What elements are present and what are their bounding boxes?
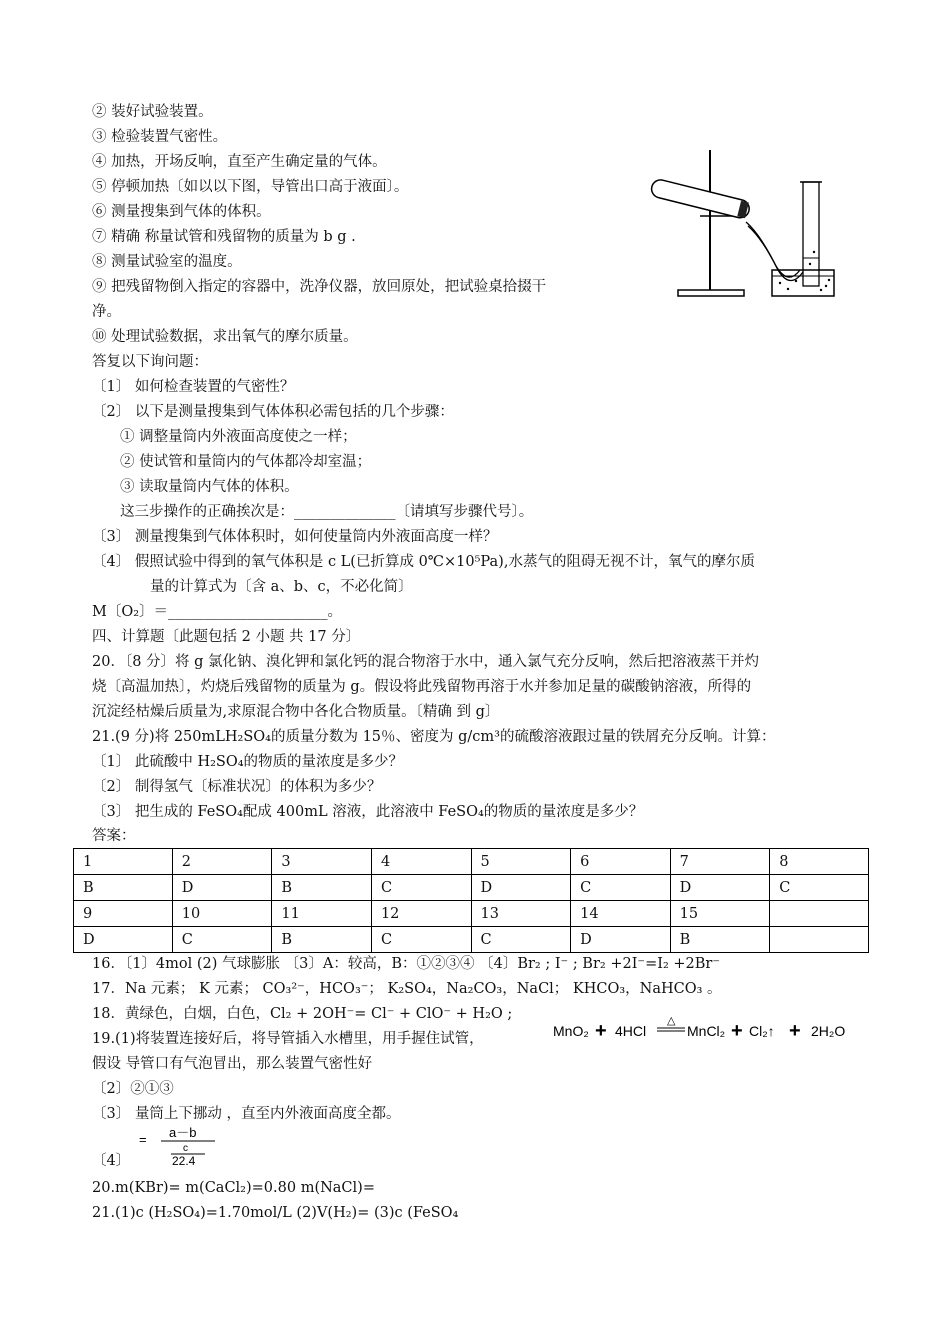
problem-21-q2: 〔2〕 制得氢气〔标准状况〕的体积为多少？ xyxy=(92,779,382,795)
answer-17: 17．Na 元素； K 元素； CO₃²⁻，HCO₃⁻； K₂SO₄，Na₂CO₃，NaCl； KHCO₃，NaHCO₃ 。 xyxy=(92,981,722,997)
fraction-formula xyxy=(139,1124,229,1168)
answer-table-cell: C xyxy=(770,875,869,901)
answer-table-cell: 6 xyxy=(571,849,671,875)
answer-table-cell: 5 xyxy=(471,849,571,875)
answer-table-cell: C xyxy=(371,927,471,953)
answer-table-cell: 13 xyxy=(471,901,571,927)
answer-table-cell: 8 xyxy=(770,849,869,875)
answer-table-row xyxy=(74,875,869,901)
step-8: ⑧ 测量试验室的温度。 xyxy=(92,254,242,270)
question-2-item-3: ③ 读取量筒内气体的体积。 xyxy=(120,479,299,495)
answer-table-cell: 9 xyxy=(74,901,173,927)
question-3: 〔3〕 测量搜集到气体体积时，如何使量筒内外液面高度一样？ xyxy=(92,529,498,545)
answer-table-cell: 10 xyxy=(172,901,272,927)
answer-19-line2: 假设 导管口有气泡冒出，那么装置气密性好 xyxy=(92,1056,373,1072)
problem-20-line2: 烧〔高温加热〕，灼烧后残留物的质量为 g。假设将此残留物再溶于水并参加足量的碳酸钠溶液，所得的 xyxy=(92,679,752,695)
answer-21: 21.(1)c (H₂SO₄)=1.70mol/L (2)V(H₂)= (3)c (FeSO₄ xyxy=(92,1205,459,1221)
answer-table-cell: D xyxy=(471,875,571,901)
answer-table-cell: 14 xyxy=(571,901,671,927)
answer-table-cell: 4 xyxy=(371,849,471,875)
reaction-rhs1: MnCl₂ xyxy=(687,1023,726,1039)
answer-table-cell: 2 xyxy=(172,849,272,875)
answer-table xyxy=(73,848,869,953)
step-2: ② 装好试验装置。 xyxy=(92,104,213,120)
question-1: 〔1〕 如何检查装置的气密性？ xyxy=(92,379,295,395)
answer-table-row xyxy=(74,849,869,875)
svg-text:+: + xyxy=(595,1020,607,1042)
answer-19-line1: 19.(1)将装置连接好后，将导管插入水槽里，用手握住试管， xyxy=(92,1031,484,1047)
fraction-eq: = xyxy=(139,1132,147,1147)
question-2: 〔2〕 以下是测量搜集到气体体积必需包括的几个步骤： xyxy=(92,404,454,420)
reaction-rhs2: Cl₂↑ xyxy=(749,1023,775,1039)
answer-table-cell: C xyxy=(172,927,272,953)
answer-table-cell: 3 xyxy=(272,849,372,875)
molar-mass-blank: M〔O₂〕＝______________________。 xyxy=(92,604,343,620)
problem-21-line1: 21.(9 分)将 250mLH₂SO₄的质量分数为 15％、密度为 g/cm³的硫酸溶液跟过量的铁屑充分反响。计算： xyxy=(92,729,776,745)
step-6: ⑥ 测量搜集到气体的体积。 xyxy=(92,204,271,220)
answer-table-cell: C xyxy=(571,875,671,901)
step-3: ③ 检验装置气密性。 xyxy=(92,129,228,145)
answer-16: 16．〔1〕4mol (2) 气球膨胀 〔3〕A：较高，B：①②③④ 〔4〕Br₂ ; I⁻ ; Br₂ +2I⁻=I₂ +2Br⁻ xyxy=(92,956,720,972)
answer-table-cell: 1 xyxy=(74,849,173,875)
step-4: ④ 加热，开场反响，直至产生确定量的气体。 xyxy=(92,154,387,170)
answer-table-cell: 15 xyxy=(670,901,770,927)
fraction-numerator: a－b xyxy=(169,1125,197,1140)
answer-table-cell: B xyxy=(74,875,173,901)
step-9-cont: 净。 xyxy=(92,304,121,320)
step-5: ⑤ 停顿加热〔如以以下图，导管出口高于液面〕。 xyxy=(92,179,409,195)
section-4-title: 四、计算题〔此题包括 2 小题 共 17 分〕 xyxy=(92,629,361,645)
question-2-item-1: ① 调整量筒内外液面高度使之一样； xyxy=(120,429,357,445)
answer-table-cell: B xyxy=(272,875,372,901)
answer-table-cell: 12 xyxy=(371,901,471,927)
answer-19-2: 〔2〕②①③ xyxy=(92,1081,174,1097)
answer-table-cell: D xyxy=(571,927,671,953)
question-4-line1: 〔4〕 假照试验中得到的氧气体积是 c L(已折算成 0℃×10⁵Pa),水蒸气的阻碍无视不计，氧气的摩尔质 xyxy=(92,554,755,570)
answer-table-cell: D xyxy=(74,927,173,953)
question-2-order: 这三步操作的正确挨次是：______________〔请填写步骤代号〕。 xyxy=(120,504,534,520)
answer-table-row xyxy=(74,927,869,953)
reaction-condition: △ xyxy=(667,1015,676,1027)
problem-20-line1: 20．〔8 分〕将 g 氯化钠、溴化钾和氯化钙的混合物溶于水中，通入氯气充分反响，然后把溶液蒸干并灼 xyxy=(92,654,760,670)
answers-label: 答案： xyxy=(92,828,136,844)
reaction-lhs1: MnO₂ xyxy=(553,1023,589,1039)
answer-19-4: 〔4〕 xyxy=(92,1153,131,1169)
fraction-den-bottom: 22.4 xyxy=(172,1154,196,1168)
answer-table-cell: C xyxy=(371,875,471,901)
answer-table-cell xyxy=(770,901,869,927)
answer-prompt: 答复以下询问题： xyxy=(92,354,208,370)
answer-table-cell: 11 xyxy=(272,901,372,927)
answer-table-cell: D xyxy=(670,875,770,901)
svg-text:+: + xyxy=(789,1020,801,1042)
answer-table-row xyxy=(74,901,869,927)
answer-table-cell: B xyxy=(272,927,372,953)
reaction-lhs2: 4HCl xyxy=(615,1023,647,1039)
problem-21-q1: 〔1〕 此硫酸中 H₂SO₄的物质的量浓度是多少？ xyxy=(92,754,404,770)
fraction-den-top: c xyxy=(183,1143,188,1154)
answer-table-cell: C xyxy=(471,927,571,953)
reaction-equation xyxy=(553,1012,873,1046)
answer-18: 18．黄绿色，白烟，白色，Cl₂ + 2OH⁻= Cl⁻ + ClO⁻ + H₂O ; xyxy=(92,1006,513,1022)
answer-19-3: 〔3〕 量筒上下挪动 ，直至内外液面高度全都。 xyxy=(92,1106,401,1122)
answer-table-cell xyxy=(770,927,869,953)
answer-table-cell: D xyxy=(172,875,272,901)
svg-text:+: + xyxy=(731,1020,743,1042)
problem-20-line3: 沉淀经枯燥后质量为,求原混合物中各化合物质量。〔精确 到 g〕 xyxy=(92,704,500,720)
step-9: ⑨ 把残留物倒入指定的容器中，洗净仪器，放回原处，把试验桌拾掇干 xyxy=(92,279,547,295)
reaction-rhs3: 2H₂O xyxy=(811,1023,846,1039)
apparatus-figure xyxy=(640,146,855,306)
question-4-line2: 量的计算式为〔含 a、b、c，不必化简〕 xyxy=(150,579,413,595)
problem-21-q3: 〔3〕 把生成的 FeSO₄配成 400mL 溶液，此溶液中 FeSO₄的物质的量浓度是多少？ xyxy=(92,804,644,820)
step-10: ⑩ 处理试验数据，求出氧气的摩尔质量。 xyxy=(92,329,358,345)
question-2-item-2: ② 使试管和量筒内的气体都冷却室温； xyxy=(120,454,372,470)
answer-20: 20.m(KBr)= m(CaCl₂)=0.80 m(NaCl)= xyxy=(92,1180,375,1196)
answer-table-cell: 7 xyxy=(670,849,770,875)
answer-table-cell: B xyxy=(670,927,770,953)
step-7: ⑦ 精确 称量试管和残留物的质量为 b g . xyxy=(92,229,356,245)
